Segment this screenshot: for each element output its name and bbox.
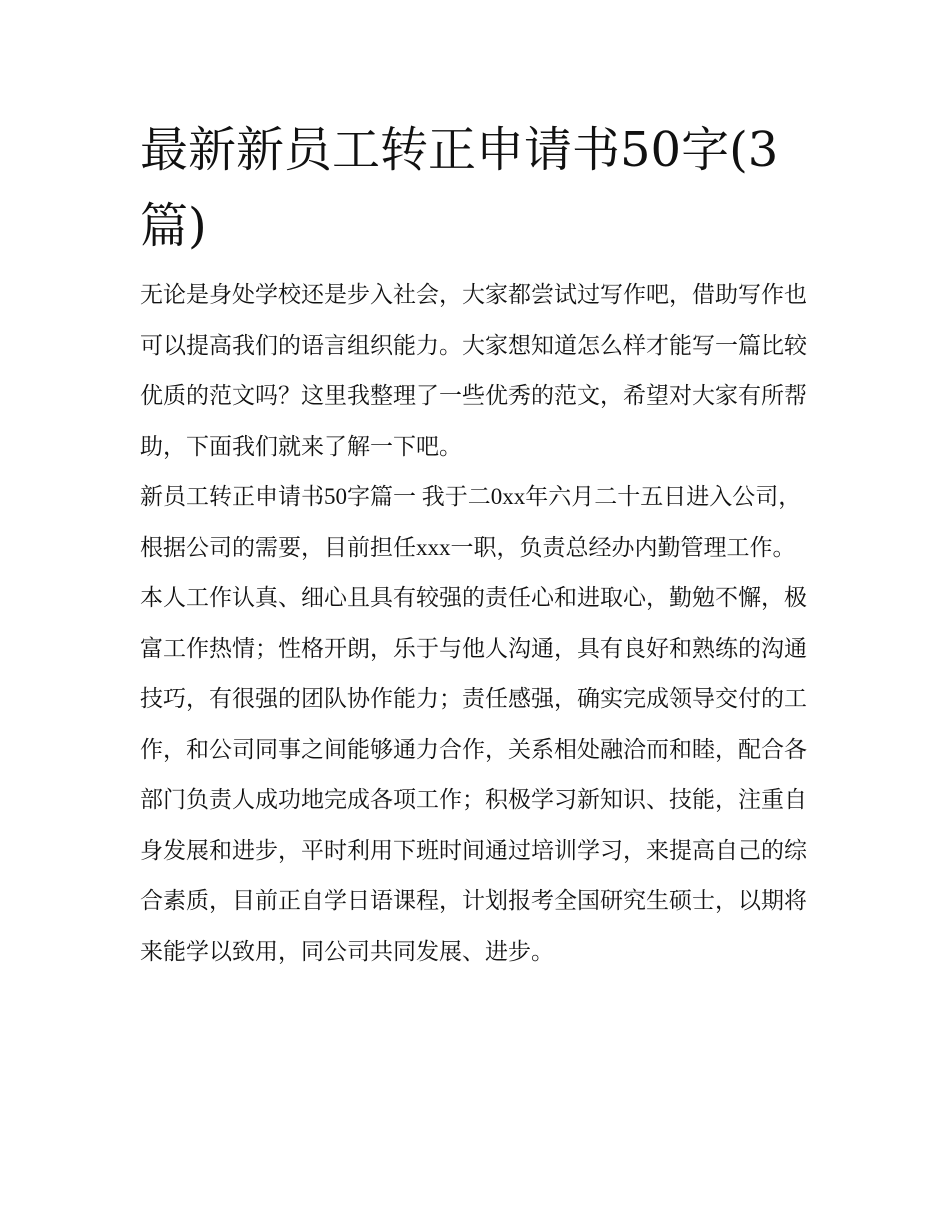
paragraph-self-assessment: 本人工作认真、细心且具有较强的责任心和进取心，勤勉不懈，极富工作热情；性格开朗，乐于与他人沟通，具有良好和熟练的沟通技巧，有很强的团队协作能力；责任感强，确实完成领导交付的工作，和公司同事之间能够通力合作，关系相处融洽而和睦，配合各部门负责人成功地完成各项工作；积极学习新知识、技能，注重自身发展和进步，平时利用下班时间通过培训学习，来提高自己的综合素质，目前正自学日语课程，计划报考全国研究生硕士，以期将来能学以致用，同公司共同发展、进步。 [140, 585, 807, 964]
paragraph-article-one-intro: 新员工转正申请书50字篇一 我于二0xx年六月二十五日进入公司，根据公司的需要，目前担任xxx一职，负责总经办内勤管理工作。 [140, 484, 802, 560]
paragraph-intro: 无论是身处学校还是步入社会，大家都尝试过写作吧，借助写作也可以提高我们的语言组织能力。大家想知道怎么样才能写一篇比较优质的范文吗？这里我整理了一些优秀的范文，希望对大家有所帮助，下面我们就来了解一下吧。 [140, 282, 807, 459]
document-title: 最新新员工转正申请书50字(3篇) [140, 122, 779, 254]
document-body [140, 112, 812, 977]
